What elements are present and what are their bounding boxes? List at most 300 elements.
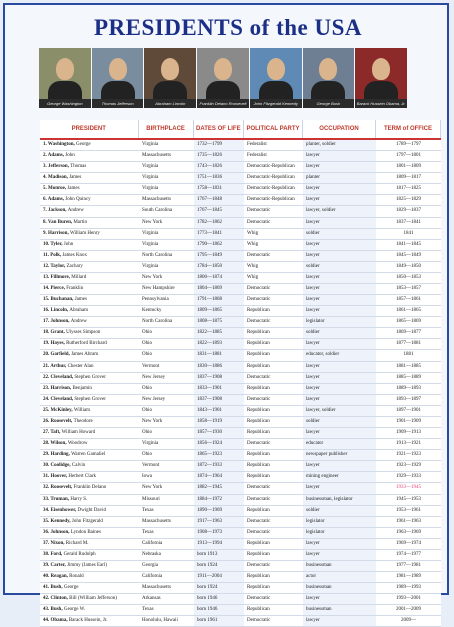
president-last-name: Bush, <box>50 607 64 613</box>
table-row <box>40 417 441 428</box>
birthplace-cell: Ohio <box>139 384 194 394</box>
president-name-cell <box>40 528 139 538</box>
party-cell: Republican <box>244 472 303 482</box>
birthplace-cell: Texas <box>139 506 194 516</box>
president-first-name: Millard <box>71 274 87 280</box>
president-first-name: George <box>76 142 91 147</box>
president-first-name: John <box>63 241 74 247</box>
president-first-name: Franklin <box>66 286 84 292</box>
portrait-caption: John Fitzgerald Kennedy <box>250 99 302 108</box>
birthplace-cell: New Jersey <box>139 373 194 383</box>
president-first-name: Bill (William Jefferson) <box>69 596 117 602</box>
president-last-name: Taylor, <box>50 263 67 269</box>
president-number: 44. <box>43 618 51 624</box>
occupation-cell: lawyer <box>303 195 376 205</box>
portrait-face <box>267 58 285 80</box>
term-cell: 1921—1923 <box>376 450 441 460</box>
occupation-cell: lawyer <box>303 616 376 626</box>
term-cell: 1909—1913 <box>376 428 441 438</box>
dates-cell: 1890—1969 <box>194 506 244 516</box>
dates-cell: 1784—1850 <box>194 262 244 272</box>
dates-cell: 1743—1826 <box>194 162 244 172</box>
table-row <box>40 583 441 594</box>
portrait-suit <box>206 81 240 99</box>
occupation-cell: planter, soldier <box>303 140 376 150</box>
birthplace-cell: Massachusetts <box>139 151 194 161</box>
party-cell: Whig <box>244 273 303 283</box>
occupation-cell: lawyer <box>303 284 376 294</box>
president-name-cell <box>40 328 139 338</box>
president-last-name: Cleveland, <box>50 396 75 402</box>
president-number: 15. <box>43 297 51 303</box>
president-number: 26. <box>43 418 51 424</box>
president-last-name: Reagan, <box>50 574 70 580</box>
term-cell: 1963—1969 <box>376 528 441 538</box>
dates-cell: 1908—1973 <box>194 528 244 538</box>
occupation-cell: soldier <box>303 262 376 272</box>
term-cell: 1789—1797 <box>376 140 441 150</box>
president-name-cell <box>40 616 139 626</box>
table-row <box>40 184 441 195</box>
table-row <box>40 251 441 262</box>
president-name-cell <box>40 506 139 516</box>
president-last-name: Coolidge, <box>50 463 72 469</box>
occupation-cell: legislator <box>303 317 376 327</box>
president-name-cell <box>40 395 139 405</box>
president-number: 17. <box>43 319 51 325</box>
birthplace-cell: Virginia <box>139 173 194 183</box>
dates-cell: 1843—1901 <box>194 406 244 416</box>
occupation-cell: lawyer <box>303 184 376 194</box>
birthplace-cell: Texas <box>139 605 194 615</box>
president-last-name: Madison, <box>48 175 70 181</box>
president-number: 13. <box>43 274 51 280</box>
birthplace-cell: New York <box>139 218 194 228</box>
president-last-name: Cleveland, <box>50 374 75 380</box>
occupation-cell: lawyer <box>303 428 376 438</box>
birthplace-cell: North Carolina <box>139 317 194 327</box>
president-last-name: Jackson, <box>48 208 68 214</box>
president-name-cell <box>40 472 139 482</box>
party-cell: Whig <box>244 240 303 250</box>
party-cell: Republican <box>244 461 303 471</box>
term-cell: 1897—1901 <box>376 406 441 416</box>
president-first-name: William <box>73 407 91 413</box>
dates-cell: 1911—2004 <box>194 572 244 582</box>
birthplace-cell: Ohio <box>139 450 194 460</box>
president-number: 19. <box>43 341 51 347</box>
occupation-cell: lawyer <box>303 162 376 172</box>
table-row <box>40 306 441 317</box>
occupation-cell: educator, soldier <box>303 350 376 360</box>
president-number: 38. <box>43 551 51 557</box>
president-last-name: Garfield, <box>50 352 72 358</box>
birthplace-cell: Iowa <box>139 472 194 482</box>
table-row <box>40 295 441 306</box>
president-first-name: James <box>74 297 87 303</box>
dates-cell: 1808—1875 <box>194 317 244 327</box>
occupation-cell: businessman, legislator <box>303 495 376 505</box>
president-first-name: Ulysses Simpson <box>66 330 101 336</box>
president-last-name: Johnson, <box>50 529 71 535</box>
president-last-name: Polk, <box>50 252 63 258</box>
birthplace-cell: Vermont <box>139 362 194 372</box>
president-first-name: Woodrow <box>67 441 88 447</box>
dates-cell: 1809—1865 <box>194 306 244 316</box>
president-name-cell <box>40 229 139 239</box>
party-cell: Democratic <box>244 517 303 527</box>
president-name-cell <box>40 539 139 549</box>
president-number: 3. <box>43 164 48 170</box>
party-cell: Democratic <box>244 206 303 216</box>
page-title: PRESIDENTS of the USA <box>93 15 362 40</box>
president-first-name: Abraham <box>69 308 89 314</box>
birthplace-cell: Massachusetts <box>139 517 194 527</box>
president-last-name: Washington, <box>47 142 76 147</box>
president-name-cell <box>40 483 139 493</box>
presidents-table <box>40 120 441 627</box>
occupation-cell: lawyer, soldier <box>303 406 376 416</box>
president-number: 29. <box>43 452 51 458</box>
president-last-name: Harrison, <box>50 385 73 391</box>
term-cell: 1993—2001 <box>376 594 441 604</box>
birthplace-cell: Texas <box>139 528 194 538</box>
president-name-cell <box>40 550 139 560</box>
term-cell: 1974—1977 <box>376 550 441 560</box>
table-row <box>40 218 441 229</box>
birthplace-cell: New Jersey <box>139 395 194 405</box>
dates-cell: 1872—1933 <box>194 461 244 471</box>
portrait-face <box>214 58 232 80</box>
president-number: 5. <box>43 186 48 192</box>
president-number: 11. <box>43 252 51 258</box>
president-number: 12. <box>43 263 51 269</box>
table-row <box>40 206 441 217</box>
president-first-name: Franklin Delano <box>73 485 107 491</box>
party-cell: Democratic <box>244 373 303 383</box>
president-first-name: Dwight David <box>77 507 107 513</box>
portrait-caption: Barack Hussein Obama, Jr. <box>356 101 406 106</box>
dates-cell: 1822—1893 <box>194 339 244 349</box>
term-cell: 1877—1881 <box>376 339 441 349</box>
term-cell: 2009— <box>376 616 441 626</box>
birthplace-cell: Nebraska <box>139 550 194 560</box>
president-number: 21. <box>43 363 51 369</box>
occupation-cell: lawyer <box>303 384 376 394</box>
table-row <box>40 317 441 328</box>
president-first-name: William Henry <box>69 230 100 236</box>
president-number: 43. <box>43 607 51 613</box>
president-last-name: Clinton, <box>50 596 70 602</box>
occupation-cell: lawyer <box>303 273 376 283</box>
table-row <box>40 350 441 361</box>
dates-cell: 1874—1964 <box>194 472 244 482</box>
president-number: 28. <box>43 441 51 447</box>
term-cell: 1929—1933 <box>376 472 441 482</box>
party-cell: Democratic <box>244 594 303 604</box>
president-name-cell <box>40 417 139 427</box>
birthplace-cell: Virginia <box>139 240 194 250</box>
president-last-name: Grant, <box>50 330 67 336</box>
dates-cell: 1833—1901 <box>194 384 244 394</box>
dates-cell: 1822—1885 <box>194 328 244 338</box>
portrait-strip <box>39 48 407 108</box>
president-name-cell <box>40 495 139 505</box>
president-first-name: John Fitzgerald <box>71 518 103 524</box>
column-header: PRESIDENT <box>40 120 139 138</box>
term-cell: 1981—1989 <box>376 572 441 582</box>
term-cell: 1893—1897 <box>376 395 441 405</box>
president-last-name: Van Buren, <box>47 219 74 225</box>
term-cell: 1889—1893 <box>376 384 441 394</box>
birthplace-cell: Missouri <box>139 495 194 505</box>
president-name-cell <box>40 284 139 294</box>
president-first-name: James <box>69 175 82 181</box>
birthplace-cell: North Carolina <box>139 251 194 261</box>
birthplace-cell: Honolulu, Hawaii <box>139 616 194 626</box>
party-cell: Republican <box>244 572 303 582</box>
occupation-cell: lawyer, soldier <box>303 206 376 216</box>
president-number: 1. <box>43 142 48 147</box>
party-cell: Republican <box>244 306 303 316</box>
president-number: 16. <box>43 308 51 314</box>
occupation-cell: lawyer <box>303 295 376 305</box>
dates-cell: born 1961 <box>194 616 244 626</box>
occupation-cell: educator <box>303 439 376 449</box>
president-name-cell <box>40 450 139 460</box>
president-number: 32. <box>43 485 51 491</box>
table-row <box>40 362 441 373</box>
column-header: OCCUPATION <box>303 120 376 138</box>
table-row <box>40 229 441 240</box>
party-cell: Federalist <box>244 140 303 150</box>
president-number: 6. <box>43 197 48 203</box>
president-first-name: Richard M. <box>65 540 89 546</box>
table-row <box>40 406 441 417</box>
president-last-name: Roosevelt, <box>50 485 74 491</box>
president-first-name: Jimmy (James Earl) <box>66 562 107 568</box>
term-cell: 1923—1929 <box>376 461 441 471</box>
president-first-name: Zachary <box>66 263 83 269</box>
term-cell: 1837—1841 <box>376 218 441 228</box>
term-cell: 1797—1801 <box>376 151 441 161</box>
table-row <box>40 517 441 528</box>
term-cell: 1969—1974 <box>376 539 441 549</box>
president-number: 31. <box>43 474 51 480</box>
occupation-cell: lawyer <box>303 151 376 161</box>
president-number: 34. <box>43 507 51 513</box>
president-first-name: Lyndon Baines <box>70 529 101 535</box>
dates-cell: 1856—1924 <box>194 439 244 449</box>
president-first-name: John <box>65 153 75 159</box>
dates-cell: 1882—1945 <box>194 483 244 493</box>
table-row <box>40 395 441 406</box>
table-row <box>40 373 441 384</box>
table-row <box>40 384 441 395</box>
column-header: POLITICAL PARTY <box>244 120 303 138</box>
president-name-cell <box>40 295 139 305</box>
portrait-suit <box>48 81 82 99</box>
dates-cell: 1791—1868 <box>194 295 244 305</box>
occupation-cell: lawyer <box>303 306 376 316</box>
president-last-name: Hoover, <box>50 474 69 480</box>
president-last-name: Adams, <box>47 153 66 159</box>
president-name-cell <box>40 184 139 194</box>
portrait-suit <box>101 81 135 99</box>
president-name-cell <box>40 306 139 316</box>
president-number: 33. <box>43 496 51 502</box>
portrait-face <box>319 58 337 80</box>
occupation-cell: lawyer <box>303 550 376 560</box>
birthplace-cell: Virginia <box>139 140 194 150</box>
party-cell: Democratic-Republican <box>244 162 303 172</box>
portrait <box>144 48 196 108</box>
president-last-name: Nixon, <box>50 540 66 546</box>
table-header <box>40 120 441 140</box>
term-cell: 1881 <box>376 350 441 360</box>
term-cell: 1849—1850 <box>376 262 441 272</box>
birthplace-cell: Massachusetts <box>139 583 194 593</box>
birthplace-cell: Ohio <box>139 406 194 416</box>
dates-cell: 1913—1994 <box>194 539 244 549</box>
party-cell: Republican <box>244 539 303 549</box>
table-row <box>40 483 441 494</box>
dates-cell: born 1924 <box>194 583 244 593</box>
term-cell: 1850—1853 <box>376 273 441 283</box>
birthplace-cell: Virginia <box>139 262 194 272</box>
portrait <box>250 48 302 108</box>
party-cell: Federalist <box>244 151 303 161</box>
term-cell: 1953—1961 <box>376 506 441 516</box>
president-name-cell <box>40 140 139 150</box>
birthplace-cell: South Carolina <box>139 206 194 216</box>
party-cell: Republican <box>244 550 303 560</box>
table-row <box>40 605 441 616</box>
term-cell: 1841—1845 <box>376 240 441 250</box>
dates-cell: 1858—1919 <box>194 417 244 427</box>
dates-cell: 1917—1963 <box>194 517 244 527</box>
president-name-cell <box>40 350 139 360</box>
term-cell: 1857—1861 <box>376 295 441 305</box>
portrait-caption: Thomas Jefferson <box>92 99 144 108</box>
president-first-name: Chester Alan <box>67 363 94 369</box>
portrait <box>197 48 249 108</box>
president-first-name: John Quincy <box>65 197 91 203</box>
dates-cell: born 1924 <box>194 561 244 571</box>
term-cell: 1881—1885 <box>376 362 441 372</box>
president-first-name: Gerald Rudolph <box>63 551 96 557</box>
president-last-name: Carter, <box>50 562 67 568</box>
birthplace-cell: Arkansas <box>139 594 194 604</box>
portrait-face <box>56 58 74 80</box>
party-cell: Whig <box>244 262 303 272</box>
party-cell: Republican <box>244 328 303 338</box>
president-name-cell <box>40 251 139 261</box>
president-name-cell <box>40 517 139 527</box>
portrait <box>92 48 144 108</box>
table-body <box>40 140 441 627</box>
occupation-cell: soldier <box>303 229 376 239</box>
term-cell: 1809—1817 <box>376 173 441 183</box>
term-cell: 1869—1877 <box>376 328 441 338</box>
party-cell: Democratic <box>244 317 303 327</box>
party-cell: Republican <box>244 428 303 438</box>
party-cell: Republican <box>244 406 303 416</box>
president-name-cell <box>40 173 139 183</box>
president-first-name: James Knox <box>62 252 88 258</box>
occupation-cell: actor <box>303 572 376 582</box>
table-row <box>40 461 441 472</box>
birthplace-cell: Ohio <box>139 350 194 360</box>
president-last-name: Ford, <box>50 551 64 557</box>
dates-cell: born 1946 <box>194 605 244 615</box>
table-row <box>40 240 441 251</box>
table-row <box>40 472 441 483</box>
term-cell: 1901—1909 <box>376 417 441 427</box>
dates-cell: 1758—1831 <box>194 184 244 194</box>
portrait-face <box>161 58 179 80</box>
president-name-cell <box>40 218 139 228</box>
president-name-cell <box>40 428 139 438</box>
party-cell: Democratic-Republican <box>244 173 303 183</box>
table-row <box>40 262 441 273</box>
occupation-cell: lawyer <box>303 251 376 261</box>
portrait-face <box>109 58 127 80</box>
party-cell: Whig <box>244 229 303 239</box>
president-last-name: Obama, <box>50 618 69 624</box>
president-number: 25. <box>43 407 51 413</box>
birthplace-cell: New Hampshire <box>139 284 194 294</box>
term-cell: 1801—1809 <box>376 162 441 172</box>
party-cell: Republican <box>244 350 303 360</box>
president-first-name: Benjamin <box>72 385 92 391</box>
party-cell: Republican <box>244 506 303 516</box>
president-name-cell <box>40 195 139 205</box>
president-name-cell <box>40 206 139 216</box>
dates-cell: 1837—1908 <box>194 373 244 383</box>
president-last-name: Taft, <box>50 430 62 436</box>
party-cell: Democratic <box>244 483 303 493</box>
term-cell: 2001—2009 <box>376 605 441 615</box>
president-first-name: Warren Gamaliel <box>71 452 106 458</box>
president-number: 9. <box>43 230 48 236</box>
term-cell: 1989—1993 <box>376 583 441 593</box>
party-cell: Republican <box>244 583 303 593</box>
president-number: 41. <box>43 585 51 591</box>
table-row <box>40 151 441 162</box>
table-row <box>40 140 441 151</box>
portrait-suit <box>311 81 345 99</box>
president-first-name: Herbert Clark <box>68 474 97 480</box>
president-name-cell <box>40 384 139 394</box>
occupation-cell: lawyer <box>303 339 376 349</box>
party-cell: Republican <box>244 605 303 615</box>
president-name-cell <box>40 339 139 349</box>
president-name-cell <box>40 362 139 372</box>
president-last-name: Bush, <box>50 585 64 591</box>
president-number: 37. <box>43 540 51 546</box>
party-cell: Republican <box>244 450 303 460</box>
president-name-cell <box>40 373 139 383</box>
president-last-name: Pierce, <box>50 286 67 292</box>
president-first-name: Andrew <box>67 208 84 214</box>
dates-cell: 1782—1862 <box>194 218 244 228</box>
president-last-name: Harrison, <box>48 230 70 236</box>
party-cell: Democratic <box>244 528 303 538</box>
table-row <box>40 328 441 339</box>
term-cell: 1977—1981 <box>376 561 441 571</box>
president-last-name: Buchanan, <box>50 297 75 303</box>
